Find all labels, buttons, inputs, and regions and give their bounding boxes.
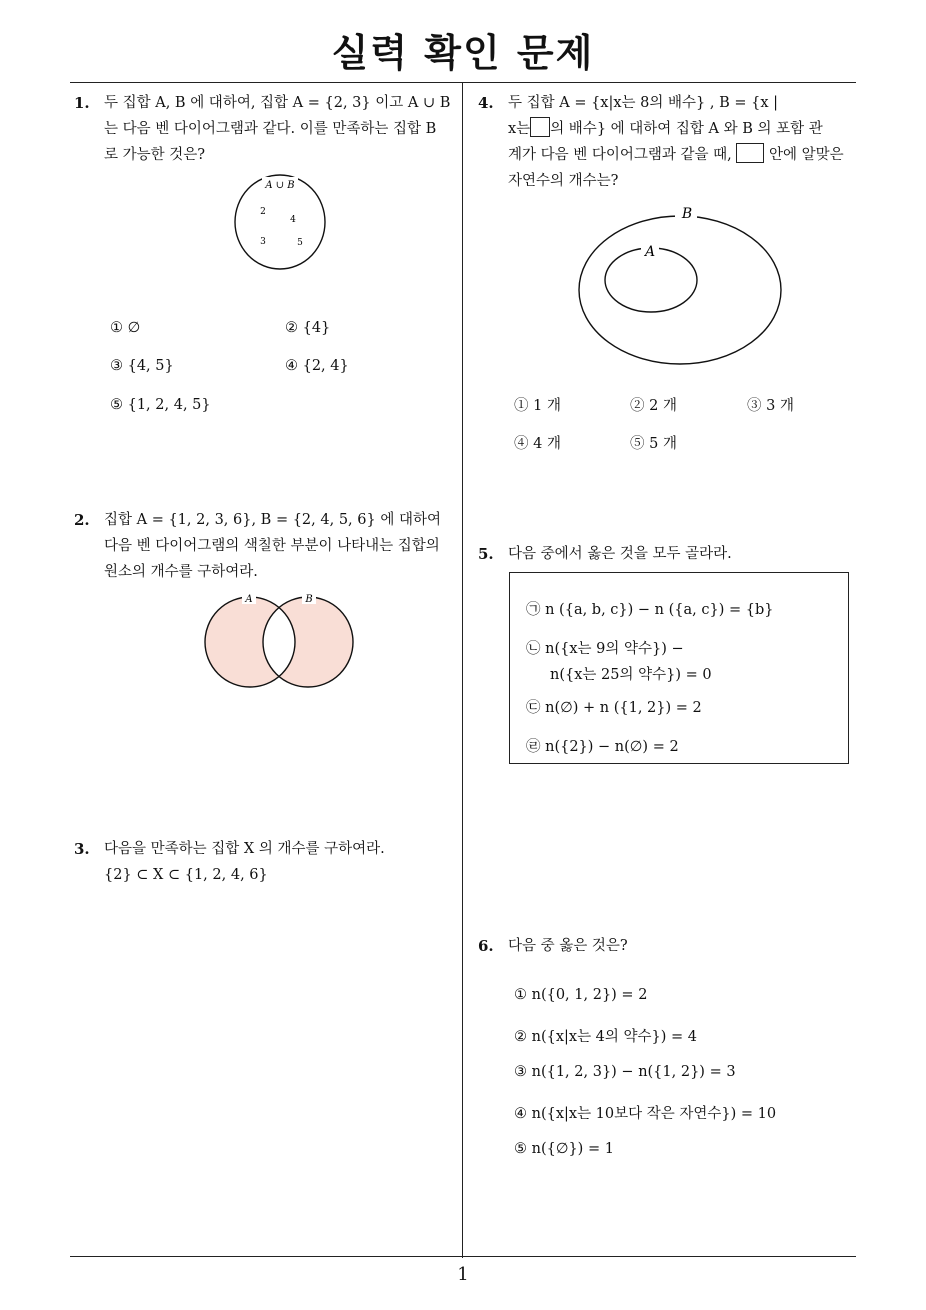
q4-venn-outer	[579, 216, 781, 364]
q4-text-line1: 두 집합 A = {x|x는 8의 배수} , B = {x |	[508, 95, 778, 111]
q1-venn-elem: 4	[290, 215, 296, 225]
q1-option-1[interactable]: ① ∅	[110, 320, 141, 336]
q4-text-line2-start: x는	[508, 121, 531, 137]
q6-option-2[interactable]: ② n({x|x는 4의 약수}) = 4	[514, 1029, 698, 1045]
q2-number: 2.	[74, 511, 90, 529]
q4-text-line4: 자연수의 개수는?	[508, 173, 619, 189]
q1-option-2[interactable]: ② {4}	[285, 320, 331, 336]
q5-item-c: ㉢ n(∅) + n ({1, 2}) = 2	[526, 700, 702, 716]
bottom-rule	[70, 1256, 856, 1257]
q1-text-line2: 는 다음 벤 다이어그램과 같다. 이를 만족하는 집합 B	[104, 121, 437, 137]
q5-item-b-line1: ㉡ n({x는 9의 약수}) −	[526, 641, 684, 657]
q6-option-3[interactable]: ③ n({1, 2, 3}) − n({1, 2}) = 3	[514, 1064, 736, 1080]
q2-venn-diagram	[195, 590, 365, 695]
q2-text-line2: 다음 벤 다이어그램의 색칠한 부분이 나타내는 집합의	[104, 538, 440, 554]
q1-venn-label: A ∪ B	[265, 180, 295, 191]
q4-text-line2-end: 의 배수} 에 대하여 집합 A 와 B 의 포함 관	[550, 121, 823, 137]
q1-venn-elem: 3	[260, 237, 266, 247]
q3-text-line1: 다음을 만족하는 집합 X 의 개수를 구하여라.	[104, 841, 385, 857]
q2-venn-label-b: B	[305, 594, 313, 605]
q6-option-5[interactable]: ⑤ n({∅}) = 1	[514, 1141, 614, 1157]
q1-number: 1.	[74, 94, 90, 112]
q1-option-3[interactable]: ③ {4, 5}	[110, 358, 174, 374]
q1-text-line1: 두 집합 A, B 에 대하여, 집합 A = {2, 3} 이고 A ∪ B	[104, 95, 451, 111]
q4-text-line2	[508, 116, 823, 142]
q4-option-3[interactable]: ③ 3 개	[747, 398, 794, 414]
q6-option-1[interactable]: ① n({0, 1, 2}) = 2	[514, 987, 648, 1003]
q6-number: 6.	[478, 937, 494, 955]
top-rule	[70, 82, 856, 83]
q3-text-line2: {2} ⊂ X ⊂ {1, 2, 4, 6}	[104, 867, 268, 883]
q4-venn-diagram	[575, 200, 785, 380]
q4-blank-box	[530, 117, 550, 137]
q5-item-d: ㉣ n({2}) − n(∅) = 2	[526, 739, 679, 755]
q4-number: 4.	[478, 94, 494, 112]
q4-text-line3-start: 계가 다음 벤 다이어그램과 같을 때,	[508, 147, 732, 163]
q4-option-2[interactable]: ② 2 개	[630, 398, 677, 414]
q4-text-line3-end: 안에 알맞은	[768, 147, 844, 163]
q6-text-line1: 다음 중 옳은 것은?	[508, 938, 628, 954]
column-divider	[462, 82, 463, 1258]
q3-number: 3.	[74, 840, 90, 858]
q4-venn-label-a: A	[644, 244, 656, 260]
q4-blank-box-2	[736, 143, 764, 163]
page-number: 1	[457, 1264, 469, 1285]
q4-text-line3	[508, 142, 844, 168]
q5-item-a: ㉠ n ({a, b, c}) − n ({a, c}) = {b}	[526, 602, 774, 618]
q5-text-line1: 다음 중에서 옳은 것을 모두 골라라.	[508, 546, 732, 562]
q6-option-4[interactable]: ④ n({x|x는 10보다 작은 자연수}) = 10	[514, 1106, 777, 1122]
q2-text-line1: 집합 A = {1, 2, 3, 6}, B = {2, 4, 5, 6} 에 대하여	[104, 512, 441, 528]
q5-number: 5.	[478, 545, 494, 563]
q1-text-line3: 로 가능한 것은?	[104, 147, 206, 163]
q4-option-1[interactable]: ① 1 개	[514, 398, 561, 414]
page-title: 실력 확인 문제	[331, 31, 595, 75]
q1-option-5[interactable]: ⑤ {1, 2, 4, 5}	[110, 397, 211, 413]
q1-option-4[interactable]: ④ {2, 4}	[285, 358, 349, 374]
q2-text-line3: 원소의 개수를 구하여라.	[104, 564, 258, 580]
q4-venn-label-b: B	[681, 206, 693, 222]
q2-venn-label-a: A	[245, 594, 253, 605]
q5-item-b-line2: n({x는 25의 약수}) = 0	[550, 667, 712, 683]
q1-venn-elem: 5	[297, 238, 303, 248]
q1-venn-diagram	[220, 172, 340, 276]
q4-option-5[interactable]: ⑤ 5 개	[630, 436, 677, 452]
q4-option-4[interactable]: ④ 4 개	[514, 436, 561, 452]
q1-venn-elem: 2	[260, 207, 266, 217]
